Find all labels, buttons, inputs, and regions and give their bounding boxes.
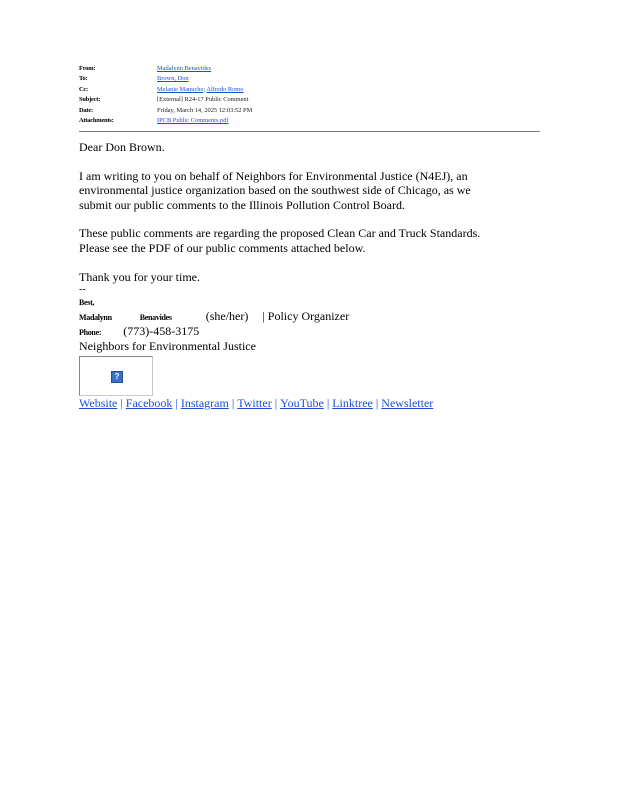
phone-label: Phone: xyxy=(79,328,102,338)
job-title: | Policy Organizer xyxy=(262,309,350,324)
paragraph-2-line-1: These public comments are regarding the proposed Clean Car and Truck Standards. xyxy=(79,226,481,241)
cc-separator: ; xyxy=(203,85,206,93)
pronouns: (she/her) xyxy=(205,309,249,324)
email-body xyxy=(79,140,549,411)
date-value: Friday, March 14, 2025 12:03:52 PM xyxy=(157,106,253,114)
greeting: Dear Don Brown. xyxy=(79,140,165,154)
link-separator: | xyxy=(326,396,330,411)
link-separator: | xyxy=(274,396,278,411)
header-divider xyxy=(79,131,540,132)
to-row xyxy=(79,74,549,84)
from-link[interactable]: Madalynn Benavides xyxy=(157,65,212,72)
organization-line: Neighbors for Environmental Justice xyxy=(79,339,256,354)
phone-number: (773)-458-3175 xyxy=(123,324,200,339)
social-links xyxy=(79,396,549,411)
to-label: To: xyxy=(79,75,88,83)
name-line xyxy=(79,309,549,324)
cc-link-1[interactable]: Melanie Manuche xyxy=(157,85,204,93)
website-link[interactable]: Website xyxy=(79,396,118,411)
attachments-row xyxy=(79,116,549,126)
attachments-label: Attachments: xyxy=(79,116,114,124)
instagram-link[interactable]: Instagram xyxy=(180,396,229,411)
subject-label: Subject: xyxy=(79,96,101,104)
cc-row xyxy=(79,85,549,95)
paragraph-1-line-3: submit our public comments to the Illinois Pollution Control Board. xyxy=(79,197,405,212)
link-separator: | xyxy=(120,396,123,411)
first-name: Madalynn xyxy=(79,313,112,323)
signature-image-placeholder xyxy=(79,356,153,396)
newsletter-link[interactable]: Newsletter xyxy=(381,396,434,411)
from-row xyxy=(79,64,549,74)
youtube-link[interactable]: YouTube xyxy=(280,396,324,411)
link-separator: | xyxy=(231,396,235,411)
sign-off: Best, xyxy=(79,298,95,308)
paragraph-1-line-2: environmental justice organization based on the southwest side of Chicago, as we xyxy=(79,183,471,198)
date-row xyxy=(79,106,549,116)
phone-line xyxy=(79,324,549,339)
date-label: Date: xyxy=(79,106,93,114)
facebook-link[interactable]: Facebook xyxy=(125,396,173,411)
to-link[interactable]: Brown, Don xyxy=(157,75,189,83)
paragraph-1-line-1: I am writing to you on behalf of Neighbors for Environmental Justice (N4EJ), an xyxy=(79,168,468,183)
subject-row xyxy=(79,95,549,105)
cc-label: Cc: xyxy=(79,85,88,93)
cc-link-2[interactable]: Alfredo Romo xyxy=(206,85,244,93)
email-header xyxy=(79,64,549,126)
thanks: Thank you for your time. xyxy=(79,269,200,284)
link-separator: | xyxy=(175,396,178,411)
attachment-link[interactable]: IPCB Public Comments.pdf xyxy=(157,116,229,124)
from-label: From: xyxy=(79,65,96,72)
signature-dash: -- xyxy=(79,284,86,296)
twitter-link[interactable]: Twitter xyxy=(237,396,272,411)
broken-image-icon: ? xyxy=(111,371,123,383)
subject-value: [External] R24-17 Public Comment xyxy=(157,96,249,104)
paragraph-2-line-2: Please see the PDF of our public comments attached below. xyxy=(79,240,366,255)
last-name: Benavides xyxy=(139,313,172,323)
linktree-link[interactable]: Linktree xyxy=(332,396,373,411)
signature xyxy=(79,284,549,411)
link-separator: | xyxy=(375,396,379,411)
